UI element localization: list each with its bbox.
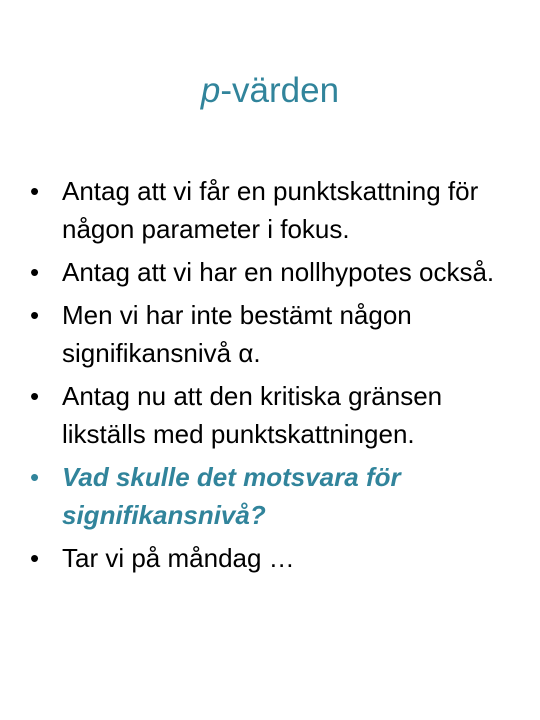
bullet-dot-icon: • xyxy=(30,300,40,330)
bullet-item xyxy=(30,377,520,453)
bullet-dot-icon: • xyxy=(30,543,40,573)
title-rest: -värden xyxy=(220,71,340,110)
title-italic-p: p xyxy=(200,71,221,110)
bullet-text: Men vi har inte bestämt någon signifikansnivå α. xyxy=(62,300,412,368)
bullet-list xyxy=(30,172,520,582)
bullet-item xyxy=(30,172,520,248)
bullet-dot-icon: • xyxy=(30,176,40,206)
bullet-item xyxy=(30,296,520,372)
bullet-dot-icon: • xyxy=(30,257,40,287)
bullet-text: Vad skulle det motsvara för signifikansnivå? xyxy=(62,462,401,530)
bullet-text: Antag nu att den kritiska gränsen likställs med punktskattningen. xyxy=(62,381,443,449)
slide-title xyxy=(0,66,540,116)
bullet-item-emphasized xyxy=(30,458,520,534)
bullet-text: Tar vi på måndag … xyxy=(62,543,295,573)
bullet-dot-icon: • xyxy=(30,462,40,492)
bullet-text: Antag att vi har en nollhypotes också. xyxy=(62,257,495,287)
bullet-text: Antag att vi får en punktskattning för någon parameter i fokus. xyxy=(62,176,479,244)
bullet-item xyxy=(30,539,520,577)
bullet-dot-icon: • xyxy=(30,381,40,411)
bullet-item xyxy=(30,253,520,291)
